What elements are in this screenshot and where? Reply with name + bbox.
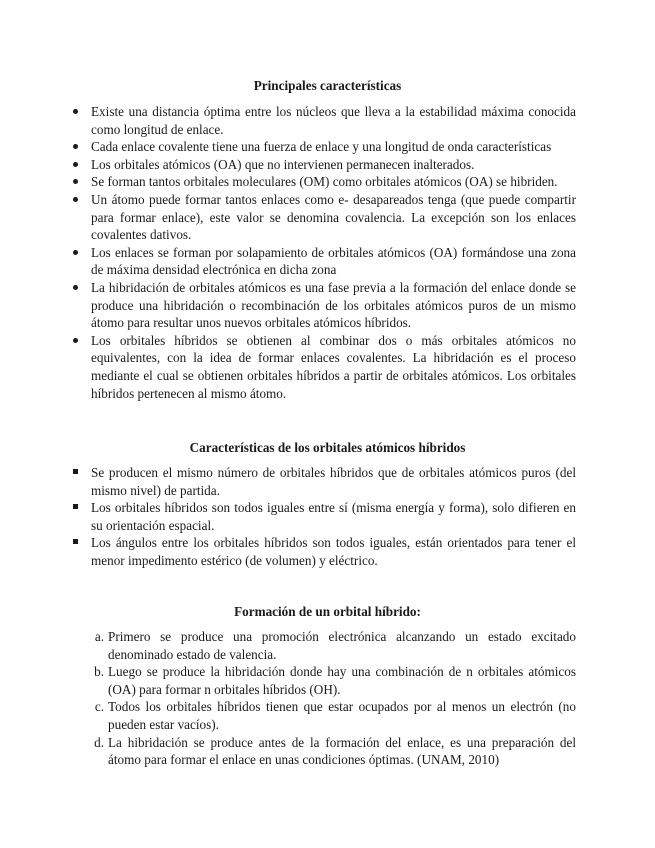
list-marker: d.	[94, 734, 104, 750]
list-item	[91, 628, 576, 663]
list-item	[74, 156, 576, 174]
list-item	[74, 464, 576, 499]
bullet-icon	[73, 144, 78, 149]
list-item-text: Se producen el mismo número de orbitales híbridos que de orbitales atómicos puros (del mismo nivel) de partida.	[91, 465, 576, 498]
list-item-text: Primero se produce una promoción electrónica alcanzando un estado excitado denominado estado de valencia.	[108, 629, 576, 662]
list-item-text: Los orbitales híbridos se obtienen al combinar dos o más orbitales atómicos no equivalentes, con la idea de formar enlaces covalentes. La hibridación es el proceso mediante el cual se obtienen orbitales híbridos a partir de orbitales atómicos. Los orbitales híbridos pertenecen al mismo átomo.	[91, 332, 576, 401]
list-item	[74, 499, 576, 534]
formacion-orbital-list	[91, 628, 576, 769]
list-item-text: Todos los orbitales híbridos tienen que estar ocupados por al menos un electrón (no pueden estar vacíos).	[108, 699, 576, 732]
bullet-icon	[73, 179, 78, 184]
section-title-orbitales-hibridos: Características de los orbitales atómicos híbridos	[189, 440, 466, 455]
bullet-icon	[73, 338, 78, 343]
list-item-text: La hibridación se produce antes de la formación del enlace, es una preparación del átomo para formar el enlace en unas condiciones óptimas. (UNAM, 2010)	[108, 734, 576, 768]
bullet-icon	[73, 250, 78, 255]
list-marker: a.	[94, 629, 104, 644]
list-item	[74, 534, 576, 569]
list-item-text: Existe una distancia óptima entre los núcleos que lleva a la estabilidad máxima conocida como longitud de enlace.	[91, 104, 576, 137]
list-item-text: La hibridación de orbitales atómicos es una fase previa a la formación del enlace donde se produce una hibridación o recombinación de los orbitales atómicos puros de un mismo átomo para resultar unos nuevos orbitales atómicos híbridos.	[91, 279, 576, 331]
list-item	[74, 279, 576, 332]
bullet-icon	[73, 162, 78, 167]
list-item	[74, 103, 576, 138]
bullet-icon	[73, 109, 78, 114]
orbitales-hibridos-list	[74, 464, 576, 570]
section-title-principales-caracteristicas: Principales características	[253, 78, 402, 93]
square-bullet-icon	[73, 539, 78, 544]
square-bullet-icon	[73, 504, 78, 509]
list-item	[74, 173, 576, 191]
list-item	[91, 698, 576, 733]
bullet-icon	[73, 285, 78, 290]
list-item	[74, 191, 576, 244]
section-title-formacion-orbital: Formación de un orbital híbrido:	[234, 604, 421, 619]
list-item-text: Un átomo puede formar tantos enlaces como e- desapareados tenga (que puede compartir para formar enlace), este valor se denomina covalencia. La excepción son los enlaces covalentes dativos.	[91, 191, 576, 243]
list-marker: c.	[94, 699, 104, 715]
list-item-text: Los ángulos entre los orbitales híbridos son todos iguales, están orientados para tener el menor impedimento estérico (de volumen) y eléctrico.	[91, 535, 576, 568]
list-item-text: Cada enlace covalente tiene una fuerza de enlace y una longitud de onda características	[91, 139, 552, 155]
list-item-text: Los orbitales híbridos son todos iguales entre sí (misma energía y forma), solo difieren en su orientación espacial.	[91, 500, 576, 533]
list-marker: b.	[94, 664, 104, 680]
list-item	[74, 332, 576, 402]
list-item-text: Los orbitales atómicos (OA) que no intervienen permanecen inalterados.	[91, 156, 475, 172]
principales-caracteristicas-list	[74, 103, 576, 402]
list-item-text: Luego se produce la hibridación donde hay una combinación de n orbitales atómicos (OA) para formar n orbitales híbridos (OH).	[108, 664, 576, 697]
list-item	[91, 663, 576, 698]
list-item	[74, 244, 576, 279]
list-item	[74, 138, 576, 156]
bullet-icon	[73, 197, 78, 202]
list-item-text: Los enlaces se forman por solapamiento de orbitales atómicos (OA) formándose una zona de máxima densidad electrónica en dicha zona	[91, 244, 576, 278]
list-item-text: Se forman tantos orbitales moleculares (OM) como orbitales atómicos (OA) se hibriden.	[91, 174, 558, 190]
list-item	[91, 734, 576, 769]
square-bullet-icon	[73, 469, 78, 474]
